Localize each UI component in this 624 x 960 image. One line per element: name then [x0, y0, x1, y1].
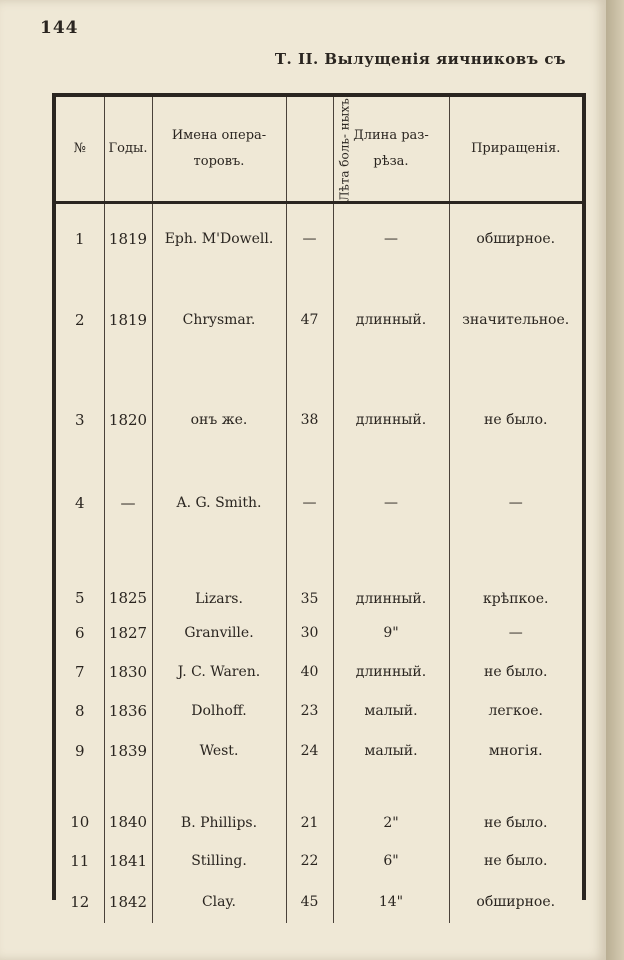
table-row [56, 731, 582, 771]
row-adhesions: обширное. [476, 230, 556, 247]
row-adhesions: не было. [484, 815, 548, 831]
operations-table [52, 93, 586, 911]
row-adhesions: легкое. [488, 703, 543, 719]
row-incision-length: 6" [333, 841, 449, 881]
row-operator-name: Chrysmar. [152, 273, 286, 367]
row-adhesions: не было. [484, 853, 548, 869]
row-number: 1 [56, 203, 104, 274]
row-year: — [104, 473, 152, 533]
row-patient-age: — [286, 203, 333, 274]
table-row [56, 691, 582, 731]
header-operator-name-line2: торовъ. [193, 154, 245, 169]
header-operator-name [152, 97, 286, 203]
row-operator-name: Granville. [152, 613, 286, 653]
row-incision-length: 9" [333, 613, 449, 653]
header-incision-length-line1: Длина раз- [353, 128, 429, 143]
row-operator-name: Stilling. [152, 841, 286, 881]
row-patient-age: 23 [286, 691, 333, 731]
row-year: 1825 [104, 533, 152, 613]
row-number: 7 [56, 653, 104, 691]
row-year: 1839 [104, 731, 152, 771]
row-incision-length: длинный. [333, 273, 449, 367]
row-incision-length: малый. [333, 731, 449, 771]
row-year: 1842 [104, 881, 152, 923]
table-header-row [56, 97, 582, 203]
row-number: 12 [56, 881, 104, 923]
table-row [56, 613, 582, 653]
header-adhesions: Приращенія. [449, 97, 582, 203]
row-incision-length: длинный. [333, 367, 449, 473]
row-year: 1819 [104, 273, 152, 367]
row-adhesions: — [508, 495, 523, 511]
table-row [56, 771, 582, 841]
row-incision-length: длинный. [333, 653, 449, 691]
row-number: 6 [56, 613, 104, 653]
row-incision-length: — [333, 473, 449, 533]
table-row [56, 473, 582, 533]
row-year: 1819 [104, 203, 152, 274]
header-year: Годы. [104, 97, 152, 203]
header-incision-length-line2: рѣза. [373, 154, 409, 169]
row-patient-age: 47 [286, 273, 333, 367]
row-year: 1836 [104, 691, 152, 731]
row-number: 9 [56, 731, 104, 771]
header-patient-age-label: Лѣта боль- ныхъ. [337, 94, 352, 202]
row-adhesions: значительное. [462, 312, 570, 328]
row-patient-age: 22 [286, 841, 333, 881]
row-year: 1841 [104, 841, 152, 881]
row-incision-length: — [333, 203, 449, 274]
row-operator-name: Clay. [152, 881, 286, 923]
row-operator-name: West. [152, 731, 286, 771]
row-incision-length: длинный. [333, 533, 449, 613]
row-incision-length: 14" [333, 881, 449, 923]
row-operator-name: B. Phillips. [152, 771, 286, 841]
header-operator-name-line1: Имена опера- [171, 128, 267, 143]
table-row [56, 367, 582, 473]
row-year: 1827 [104, 613, 152, 653]
row-number: 4 [56, 473, 104, 533]
row-patient-age: 24 [286, 731, 333, 771]
row-operator-name: A. G. Smith. [152, 473, 286, 533]
row-adhesions: не было. [484, 664, 548, 680]
page-number: 144 [40, 18, 79, 38]
row-year: 1820 [104, 367, 152, 473]
row-adhesions: крѣпкое. [483, 591, 549, 607]
row-number: 5 [56, 533, 104, 613]
row-patient-age: 45 [286, 881, 333, 923]
row-patient-age: — [286, 473, 333, 533]
row-patient-age: 35 [286, 533, 333, 613]
header-number: № [56, 97, 104, 203]
row-operator-name: Dolhoff. [152, 691, 286, 731]
header-patient-age [286, 94, 352, 203]
table-row [56, 533, 582, 613]
row-year: 1840 [104, 771, 152, 841]
row-number: 10 [56, 771, 104, 841]
row-patient-age: 21 [286, 771, 333, 841]
row-incision-length: малый. [333, 691, 449, 731]
row-number: 2 [56, 273, 104, 367]
table-row [56, 653, 582, 691]
row-operator-name: онъ же. [152, 367, 286, 473]
row-adhesions: — [508, 625, 523, 641]
row-patient-age: 30 [286, 613, 333, 653]
book-gutter [606, 0, 624, 960]
row-adhesions: не было. [484, 412, 548, 428]
table-row [56, 273, 582, 367]
row-adhesions: многія. [488, 743, 543, 759]
row-year: 1830 [104, 653, 152, 691]
row-operator-name: J. C. Waren. [152, 653, 286, 691]
row-patient-age: 40 [286, 653, 333, 691]
row-incision-length: 2" [333, 771, 449, 841]
row-number: 11 [56, 841, 104, 881]
table-row [56, 203, 582, 274]
row-patient-age: 38 [286, 367, 333, 473]
row-operator-name: Lizars. [152, 533, 286, 613]
running-head: Т. II. Вылущенія яичниковъ съ [274, 50, 566, 68]
row-number: 8 [56, 691, 104, 731]
table-row [56, 881, 582, 923]
row-adhesions: обширное. [476, 894, 556, 910]
table-row [56, 841, 582, 881]
row-operator-name: Eph. M'Dowell. [152, 203, 286, 274]
row-number: 3 [56, 367, 104, 473]
